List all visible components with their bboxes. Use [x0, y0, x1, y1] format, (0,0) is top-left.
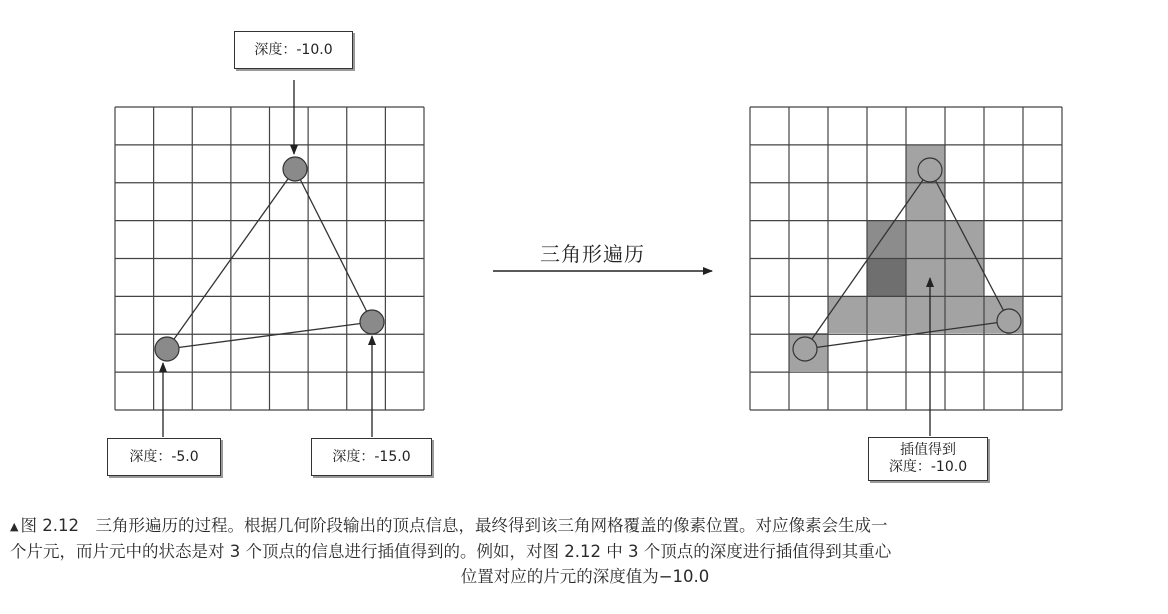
- figure-caption: [10, 513, 1160, 589]
- left-pixel-grid: [115, 107, 424, 410]
- covered-pixel: [867, 258, 906, 296]
- covered-pixel: [945, 220, 984, 258]
- label-right-vertex-depth: 深度：-15.0: [311, 438, 432, 476]
- covered-pixel: [906, 220, 945, 258]
- vertex-top: [283, 157, 307, 181]
- covered-pixel: [828, 296, 867, 333]
- covered-pixel: [867, 296, 906, 333]
- vertex-left: [155, 337, 179, 361]
- covered-pixel: [906, 258, 945, 296]
- caption-line-2: 个片元，而片元中的状态是对 3 个顶点的信息进行插值得到的。例如，对图 2.12 中 3 个顶点的深度进行插值得到其重心: [10, 542, 892, 561]
- caption-line-3: 位置对应的片元的深度值为−10.0: [460, 567, 710, 586]
- covered-pixel: [906, 296, 945, 333]
- raster-vertex-top: [918, 158, 942, 182]
- interp-depth: 深度：-10.0: [888, 459, 968, 475]
- raster-vertex-right: [997, 309, 1021, 333]
- label-interpolated-depth: [868, 437, 988, 481]
- triangle-marker-icon: ▲: [10, 520, 19, 533]
- caption-text-1: 图 2.12 三角形遍历的过程。根据几何阶段输出的顶点信息，最终得到该三角网格覆盖的像素位置。对应像素会生成一: [20, 516, 888, 535]
- caption-line-1: [10, 513, 1160, 539]
- label-top-vertex-depth: 深度：-10.0: [234, 31, 353, 69]
- interp-title: 插值得到: [900, 442, 956, 458]
- process-label: 三角形遍历: [540, 242, 645, 266]
- covered-pixel: [945, 258, 984, 296]
- raster-vertex-left: [793, 337, 817, 361]
- label-left-vertex-depth: 深度：-5.0: [107, 438, 221, 476]
- vertex-right: [360, 310, 384, 334]
